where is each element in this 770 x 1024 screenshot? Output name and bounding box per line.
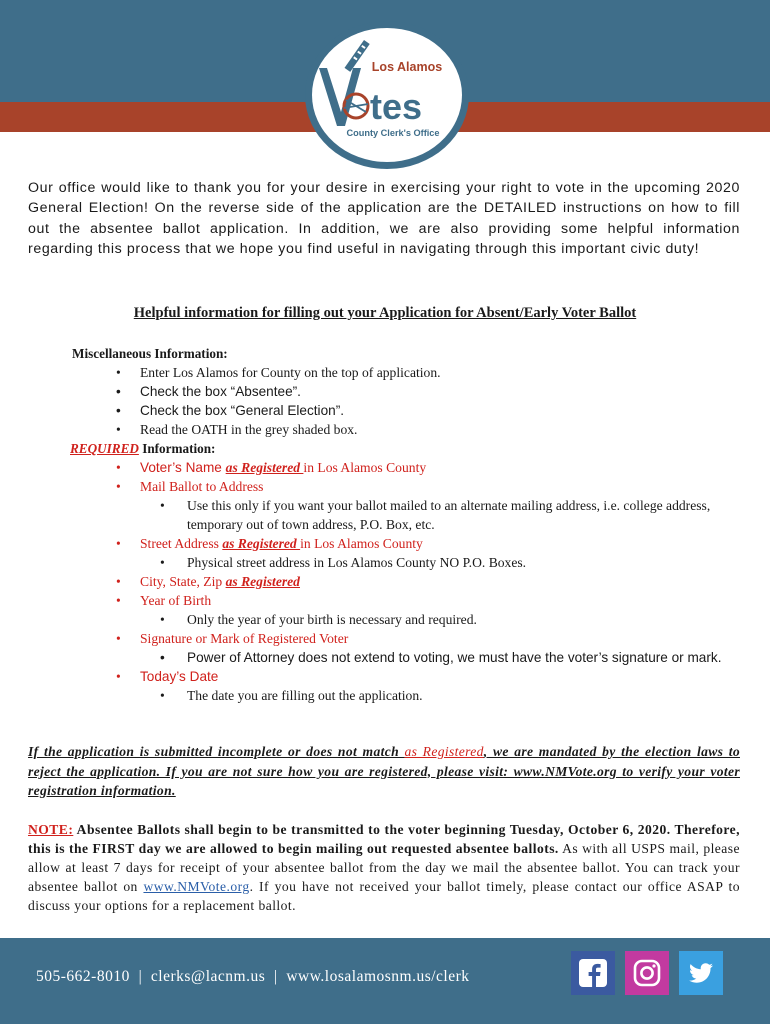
intro-paragraph: Our office would like to thank you for your desire in exercising your right to vote in the upcoming 2020 General Election! On the reverse side of the application are the DETAILED instructions on how to fill out the absentee ballot application. In addition, we are also providing some helpful information regarding this process that we hope you find useful in navigating through this important civic duty! (28, 180, 740, 257)
list-item: • Power of Attorney does not extend to voting, we must have the voter’s signature or mark. (160, 650, 722, 665)
twitter-icon[interactable] (679, 951, 723, 995)
list-item: • Read the OATH in the grey shaded box. (116, 422, 358, 437)
list-item: • Enter Los Alamos for County on the top of application. (116, 365, 441, 380)
list-item: • Physical street address in Los Alamos County NO P.O. Boxes. (160, 555, 527, 570)
list-item: • Only the year of your birth is necessary and required. (160, 612, 477, 627)
required-heading: REQUIRED Information: (70, 441, 216, 456)
list-item: • Street Address as Registered in Los Alamos County (116, 536, 423, 551)
svg-text:tes: tes (370, 86, 423, 127)
los-alamos-votes-logo (303, 20, 471, 170)
list-item: • Check the box “Absentee”. (116, 384, 301, 399)
facebook-icon[interactable] (571, 951, 615, 995)
list-item: • Voter’s Name as Registered in Los Alamos County (116, 460, 427, 475)
logo-top-text: Los Alamos (371, 60, 443, 74)
list-item: • City, State, Zip as Registered (116, 574, 300, 589)
required-label: REQUIRED (70, 441, 139, 456)
misc-heading: Miscellaneous Information: (72, 346, 228, 361)
required-list (72, 458, 752, 705)
list-item: • Today’s Date (116, 669, 219, 684)
note-label: NOTE: (28, 822, 74, 837)
as-registered-highlight: as Registered (404, 744, 484, 759)
list-item: • The date you are filling out the application. (160, 688, 423, 703)
list-item: • Check the box “General Election”. (116, 403, 345, 418)
info-block (72, 344, 752, 705)
section-title: Helpful information for filling out your Application for Absent/Early Voter Ballot (133, 305, 637, 321)
list-item: • Use this only if you want your ballot mailed to an alternate mailing address, i.e. college address, temporary out of town address, P.O. Box, etc. (160, 498, 711, 532)
list-item: • Mail Ballot to Address (116, 479, 264, 494)
footer-contact: 505-662-8010 | clerks@lacnm.us | www.losalamosnm.us/clerk (36, 968, 470, 985)
instagram-icon[interactable] (625, 951, 669, 995)
warning-paragraph: If the application is submitted incomplete or does not match as Registered, we are mandated by the election laws to reject the application. If you are not sure how you are registered, please visit: www.NMVote.org to verify your voter registration information. (28, 744, 740, 798)
list-item: • Year of Birth (116, 593, 212, 608)
list-item: • Signature or Mark of Registered Voter (116, 631, 349, 646)
note-paragraph: NOTE: Absentee Ballots shall begin to be transmitted to the voter beginning Tuesday, October 6, 2020. Therefore, this is the FIRST day we are allowed to begin mailing out requested absentee ballots. As with all USPS mail, please allow at least 7 days for receipt of your absentee ballot from the day we mail the absentee ballot. You can track your absentee ballot on www.NMVote.org. If you have not received your ballot timely, please contact our office ASAP to discuss your options for a replacement ballot. (28, 822, 741, 913)
logo-bottom-text: County Clerk's Office (346, 128, 440, 138)
misc-list (72, 363, 752, 439)
nmvote-link[interactable]: www.NMVote.org (143, 879, 250, 894)
